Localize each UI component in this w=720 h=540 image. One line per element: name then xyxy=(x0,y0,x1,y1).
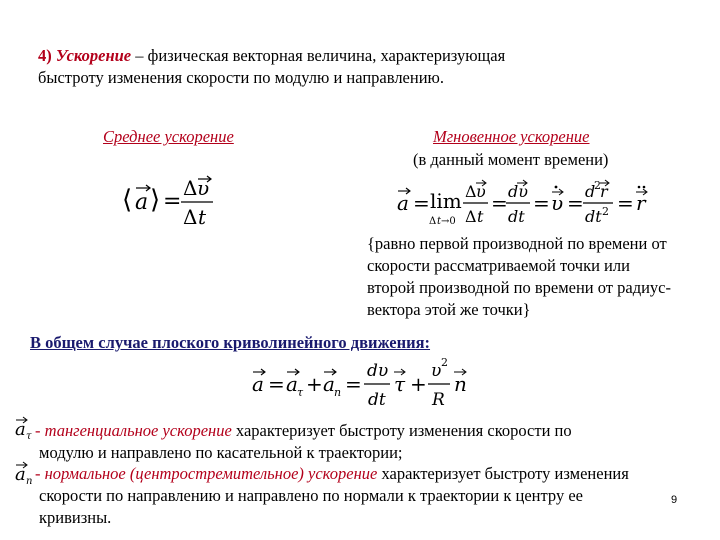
tangential-line-2: модулю и направлено по касательной к траектории; xyxy=(39,443,403,462)
svg-text:r: r xyxy=(600,182,608,201)
svg-text:d: d xyxy=(585,182,596,201)
svg-text:+: + xyxy=(306,372,323,396)
average-heading: Среднее ускорение xyxy=(103,127,234,146)
tangential-paragraph xyxy=(35,420,705,464)
svg-text:lim: lim xyxy=(430,189,462,213)
svg-text:τ: τ xyxy=(297,386,304,399)
svg-text:2: 2 xyxy=(594,179,601,192)
instant-heading: Мгновенное ускорение xyxy=(433,127,590,146)
instant-formula xyxy=(395,175,675,235)
svg-text:dt: dt xyxy=(508,207,525,226)
section-number: 4) xyxy=(38,46,52,65)
svg-text:t: t xyxy=(198,205,207,229)
term-acceleration: Ускорение xyxy=(55,46,132,65)
svg-text:dt: dt xyxy=(368,390,386,410)
intro-line-1 xyxy=(38,45,698,67)
svg-text:t: t xyxy=(477,207,484,226)
normal-term: - нормальное (центростремительное) ускорение xyxy=(35,464,378,483)
instant-note xyxy=(367,233,707,321)
svg-text:=: = xyxy=(617,191,634,215)
svg-text:a: a xyxy=(15,464,26,485)
svg-text:a: a xyxy=(15,419,26,440)
svg-text:⟩: ⟩ xyxy=(150,185,161,215)
svg-text:=: = xyxy=(533,191,550,215)
svg-text:Δ: Δ xyxy=(465,207,477,226)
intro-paragraph xyxy=(38,45,698,89)
svg-text:+: + xyxy=(410,372,427,396)
svg-text:r: r xyxy=(636,191,646,215)
tangential-line-1 xyxy=(35,420,705,442)
svg-text:2: 2 xyxy=(441,356,448,369)
normal-definition: характеризует быстроту изменения xyxy=(377,464,629,483)
general-formula xyxy=(250,355,490,415)
svg-text:a: a xyxy=(286,372,298,396)
svg-text:a: a xyxy=(397,191,409,215)
normal-paragraph xyxy=(35,463,715,529)
note-line: {равно первой производной по времени от xyxy=(367,234,667,253)
svg-text:a: a xyxy=(135,190,149,215)
svg-text:dt: dt xyxy=(585,207,602,226)
svg-text:n: n xyxy=(334,386,342,399)
tangential-definition: характеризует быстроту изменения скорости по xyxy=(231,421,572,440)
svg-text:υ: υ xyxy=(551,191,564,215)
svg-text:R: R xyxy=(432,390,445,410)
svg-text:Δ: Δ xyxy=(183,205,198,229)
svg-text:υ: υ xyxy=(197,176,210,200)
svg-text:=: = xyxy=(163,189,182,214)
note-line: вектора этой же точки} xyxy=(367,300,531,319)
svg-text:a: a xyxy=(252,372,264,396)
note-line: скорости рассматриваемой точки или xyxy=(367,256,630,275)
svg-text:τ: τ xyxy=(394,372,406,396)
normal-line-1 xyxy=(35,463,715,485)
svg-text:a: a xyxy=(323,372,335,396)
svg-text:Δ: Δ xyxy=(465,182,477,201)
svg-text:υ: υ xyxy=(431,361,442,381)
svg-text:dυ: dυ xyxy=(508,182,528,201)
note-line: второй производной по времени от радиус- xyxy=(367,278,671,297)
page-number: 9 xyxy=(671,494,678,506)
intro-line-2: быстроту изменения скорости по модулю и направлению. xyxy=(38,68,444,87)
svg-text:=: = xyxy=(268,372,285,396)
normal-line-2: скорости по направлению и направлено по нормали к траектории к центру ее xyxy=(39,486,583,505)
svg-text:υ: υ xyxy=(476,182,486,201)
svg-text:⟨: ⟨ xyxy=(122,185,133,215)
svg-text:→0: →0 xyxy=(441,216,456,227)
normal-line-3: кривизны. xyxy=(39,508,112,527)
tangential-term: - тангенциальное ускорение xyxy=(35,421,232,440)
svg-text:n: n xyxy=(454,372,467,396)
general-heading: В общем случае плоского криволинейного движения: xyxy=(30,333,431,352)
average-formula xyxy=(120,168,220,234)
svg-text:=: = xyxy=(491,191,508,215)
svg-text:2: 2 xyxy=(602,205,609,218)
svg-text:Δ: Δ xyxy=(429,216,437,227)
svg-text:Δ: Δ xyxy=(183,176,198,200)
svg-text:τ: τ xyxy=(26,431,32,441)
svg-text:dυ: dυ xyxy=(367,361,389,381)
svg-text:=: = xyxy=(413,191,430,215)
svg-text:=: = xyxy=(345,372,362,396)
svg-text:=: = xyxy=(567,191,584,215)
instant-subheading: (в данный момент времени) xyxy=(413,150,609,169)
svg-text:n: n xyxy=(26,476,33,486)
intro-definition: – физическая векторная величина, характеризующая xyxy=(131,46,506,65)
svg-text:t: t xyxy=(437,216,442,227)
